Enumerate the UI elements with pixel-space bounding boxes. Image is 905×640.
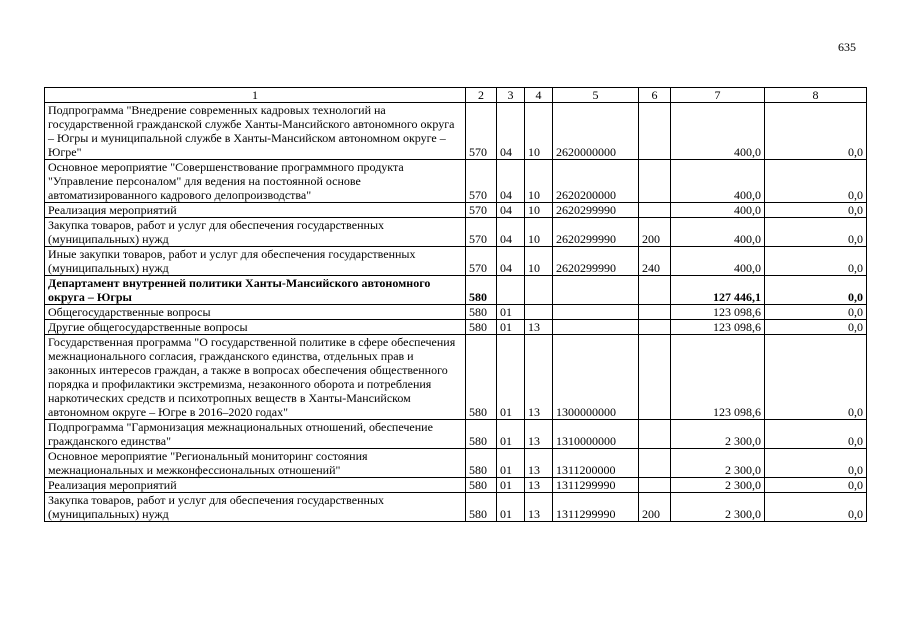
row-expense-type-cell xyxy=(639,305,671,320)
row-subvention-cell: 0,0 xyxy=(765,320,867,335)
row-subvention-cell: 0,0 xyxy=(765,449,867,478)
row-subsection-cell xyxy=(525,276,553,305)
row-name-cell: Закупка товаров, работ и услуг для обеспечения государственных (муниципальных) нужд xyxy=(45,493,466,522)
row-expense-type-cell xyxy=(639,335,671,420)
row-expense-type-cell: 200 xyxy=(639,218,671,247)
table-row xyxy=(45,247,867,276)
row-expense-type-cell xyxy=(639,203,671,218)
row-subvention-cell: 0,0 xyxy=(765,493,867,522)
row-section-cell: 01 xyxy=(497,335,525,420)
row-section-cell xyxy=(497,276,525,305)
row-expense-type-cell xyxy=(639,420,671,449)
row-expense-type-cell xyxy=(639,276,671,305)
row-target-article-cell: 1311299990 xyxy=(553,478,639,493)
row-amount-cell: 400,0 xyxy=(671,160,765,203)
row-admin-code-cell: 580 xyxy=(466,305,497,320)
row-target-article-cell xyxy=(553,305,639,320)
row-target-article-cell: 2620299990 xyxy=(553,203,639,218)
table-body xyxy=(45,88,867,522)
row-subvention-cell: 0,0 xyxy=(765,247,867,276)
row-amount-cell: 123 098,6 xyxy=(671,335,765,420)
row-subsection-cell: 13 xyxy=(525,320,553,335)
row-section-cell: 01 xyxy=(497,449,525,478)
row-section-cell: 04 xyxy=(497,103,525,160)
row-subvention-cell: 0,0 xyxy=(765,335,867,420)
row-amount-cell: 2 300,0 xyxy=(671,449,765,478)
row-amount-cell: 127 446,1 xyxy=(671,276,765,305)
row-subvention-cell: 0,0 xyxy=(765,203,867,218)
row-expense-type-cell xyxy=(639,320,671,335)
row-target-article-cell: 1311299990 xyxy=(553,493,639,522)
row-section-cell: 04 xyxy=(497,247,525,276)
table-row xyxy=(45,320,867,335)
table-row xyxy=(45,160,867,203)
table-header-row xyxy=(45,88,867,103)
row-expense-type-cell: 200 xyxy=(639,493,671,522)
row-amount-cell: 2 300,0 xyxy=(671,420,765,449)
header-cell-5: 5 xyxy=(553,88,639,103)
row-amount-cell: 400,0 xyxy=(671,103,765,160)
row-target-article-cell: 2620299990 xyxy=(553,218,639,247)
table-row xyxy=(45,478,867,493)
row-expense-type-cell xyxy=(639,160,671,203)
header-cell-7: 7 xyxy=(671,88,765,103)
row-admin-code-cell: 570 xyxy=(466,218,497,247)
row-subsection-cell: 10 xyxy=(525,218,553,247)
row-subsection-cell: 13 xyxy=(525,493,553,522)
table-row xyxy=(45,103,867,160)
header-cell-6: 6 xyxy=(639,88,671,103)
row-target-article-cell: 1310000000 xyxy=(553,420,639,449)
row-section-cell: 04 xyxy=(497,218,525,247)
budget-table xyxy=(44,87,867,522)
header-cell-4: 4 xyxy=(525,88,553,103)
row-name-cell: Основное мероприятие "Совершенствование программного продукта "Управление персоналом" для ведения на постоянной основе автоматизированного кадрового делопроизводства" xyxy=(45,160,466,203)
row-section-cell: 01 xyxy=(497,305,525,320)
table-row xyxy=(45,276,867,305)
row-target-article-cell: 1300000000 xyxy=(553,335,639,420)
row-name-cell: Общегосударственные вопросы xyxy=(45,305,466,320)
row-target-article-cell xyxy=(553,276,639,305)
row-subvention-cell: 0,0 xyxy=(765,305,867,320)
row-subsection-cell: 13 xyxy=(525,420,553,449)
table-row xyxy=(45,305,867,320)
row-section-cell: 04 xyxy=(497,160,525,203)
row-target-article-cell: 2620299990 xyxy=(553,247,639,276)
row-admin-code-cell: 580 xyxy=(466,478,497,493)
row-admin-code-cell: 580 xyxy=(466,335,497,420)
row-subsection-cell: 13 xyxy=(525,449,553,478)
row-admin-code-cell: 580 xyxy=(466,493,497,522)
table-row xyxy=(45,218,867,247)
row-section-cell: 01 xyxy=(497,320,525,335)
row-admin-code-cell: 570 xyxy=(466,160,497,203)
row-name-cell: Реализация мероприятий xyxy=(45,203,466,218)
table-row xyxy=(45,335,867,420)
row-section-cell: 01 xyxy=(497,420,525,449)
row-subvention-cell: 0,0 xyxy=(765,276,867,305)
row-admin-code-cell: 580 xyxy=(466,420,497,449)
row-name-cell: Основное мероприятие "Региональный мониторинг состояния межнациональных и межконфессиональных отношений" xyxy=(45,449,466,478)
row-amount-cell: 400,0 xyxy=(671,247,765,276)
row-admin-code-cell: 580 xyxy=(466,320,497,335)
row-subvention-cell: 0,0 xyxy=(765,478,867,493)
table-row xyxy=(45,203,867,218)
row-amount-cell: 2 300,0 xyxy=(671,493,765,522)
page-number: 635 xyxy=(838,40,856,54)
row-subsection-cell: 13 xyxy=(525,478,553,493)
row-name-cell: Государственная программа "О государственной политике в сфере обеспечения межнационального согласия, гражданского единства, отдельных прав и законных интересов граждан, а также в вопросах обеспечения общественного порядка и профилактики экстремизма, незаконного оборота и потребления наркотических средств и психотропных веществ в Ханты-Мансийском автономном округе – Югре в 2016–2020 годах" xyxy=(45,335,466,420)
row-subvention-cell: 0,0 xyxy=(765,218,867,247)
row-name-cell: Подпрограмма "Внедрение современных кадровых технологий на государственной гражданской службе Ханты-Мансийского автономного округа – Югры и муниципальной службе в Ханты-Мансийском автономном округе – Югре" xyxy=(45,103,466,160)
row-name-cell: Реализация мероприятий xyxy=(45,478,466,493)
row-target-article-cell: 2620200000 xyxy=(553,160,639,203)
row-admin-code-cell: 570 xyxy=(466,103,497,160)
row-admin-code-cell: 580 xyxy=(466,276,497,305)
row-subsection-cell: 10 xyxy=(525,203,553,218)
row-name-cell: Другие общегосударственные вопросы xyxy=(45,320,466,335)
row-subsection-cell xyxy=(525,305,553,320)
row-subsection-cell: 10 xyxy=(525,103,553,160)
table-row xyxy=(45,449,867,478)
row-amount-cell: 123 098,6 xyxy=(671,320,765,335)
header-cell-2: 2 xyxy=(466,88,497,103)
row-amount-cell: 400,0 xyxy=(671,203,765,218)
row-name-cell: Закупка товаров, работ и услуг для обеспечения государственных (муниципальных) нужд xyxy=(45,218,466,247)
header-cell-3: 3 xyxy=(497,88,525,103)
row-admin-code-cell: 580 xyxy=(466,449,497,478)
row-expense-type-cell xyxy=(639,449,671,478)
table-row xyxy=(45,420,867,449)
row-subvention-cell: 0,0 xyxy=(765,103,867,160)
row-subsection-cell: 10 xyxy=(525,247,553,276)
row-subsection-cell: 10 xyxy=(525,160,553,203)
row-target-article-cell xyxy=(553,320,639,335)
row-subvention-cell: 0,0 xyxy=(765,160,867,203)
row-admin-code-cell: 570 xyxy=(466,247,497,276)
header-cell-1: 1 xyxy=(45,88,466,103)
row-amount-cell: 2 300,0 xyxy=(671,478,765,493)
row-expense-type-cell xyxy=(639,478,671,493)
header-cell-8: 8 xyxy=(765,88,867,103)
row-expense-type-cell xyxy=(639,103,671,160)
row-section-cell: 04 xyxy=(497,203,525,218)
row-amount-cell: 123 098,6 xyxy=(671,305,765,320)
row-name-cell: Иные закупки товаров, работ и услуг для обеспечения государственных (муниципальных) нужд xyxy=(45,247,466,276)
row-name-cell: Департамент внутренней политики Ханты-Мансийского автономного округа – Югры xyxy=(45,276,466,305)
row-admin-code-cell: 570 xyxy=(466,203,497,218)
row-target-article-cell: 2620000000 xyxy=(553,103,639,160)
row-amount-cell: 400,0 xyxy=(671,218,765,247)
row-subvention-cell: 0,0 xyxy=(765,420,867,449)
row-name-cell: Подпрограмма "Гармонизация межнациональных отношений, обеспечение гражданского единства" xyxy=(45,420,466,449)
row-section-cell: 01 xyxy=(497,493,525,522)
row-expense-type-cell: 240 xyxy=(639,247,671,276)
table-row xyxy=(45,493,867,522)
row-subsection-cell: 13 xyxy=(525,335,553,420)
row-target-article-cell: 1311200000 xyxy=(553,449,639,478)
row-section-cell: 01 xyxy=(497,478,525,493)
